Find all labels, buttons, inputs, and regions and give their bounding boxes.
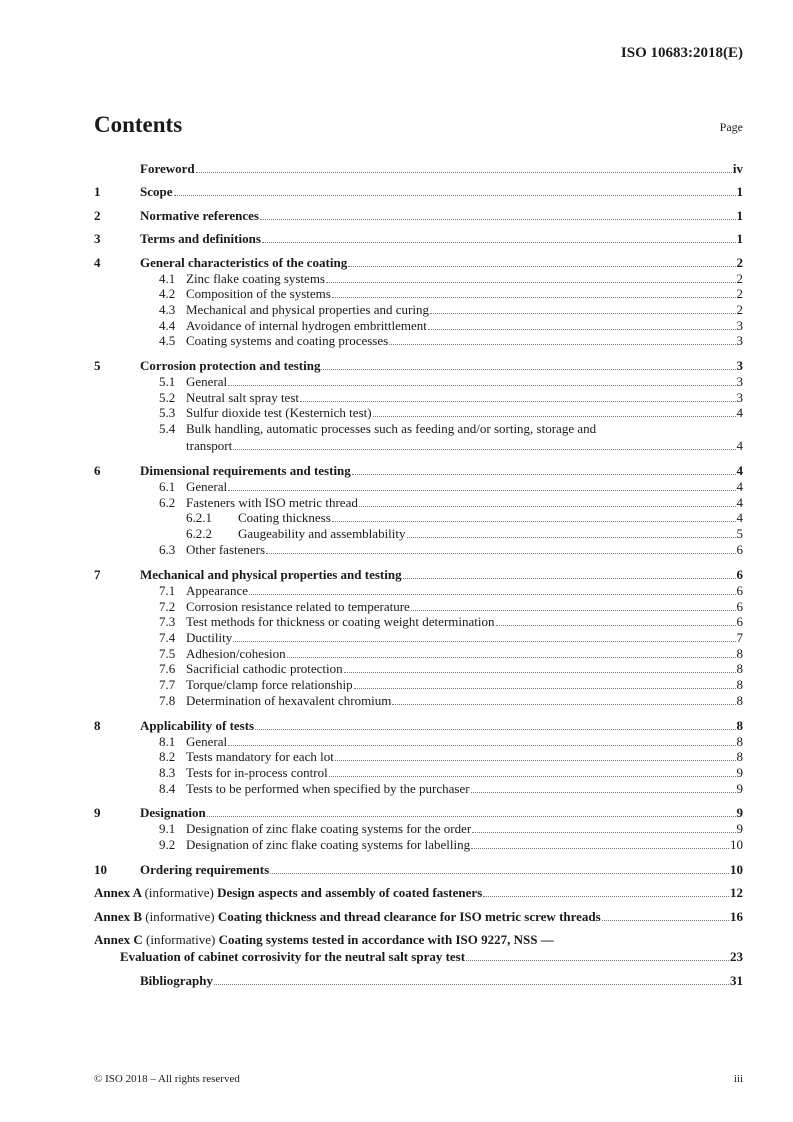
toc-page-number: 4 [736,462,743,478]
toc-entry-body [186,421,743,454]
toc-page-number: 6 [736,598,743,614]
toc-entry-title: Tests mandatory for each lot [186,749,334,765]
toc-entry-title: Mechanical and physical properties and testing [140,566,402,582]
toc-section-number: 9 [94,805,101,821]
toc-page-number: 3 [736,333,743,349]
toc-entry[interactable] [94,495,743,511]
dot-leader [389,344,735,345]
dot-leader [430,313,736,314]
toc-entry-title-continued: transport [186,437,233,453]
toc-page-number: 6 [736,542,743,558]
toc-page-number: 6 [736,566,743,582]
toc-entry-title: Corrosion protection and testing [140,358,321,374]
toc-entry-title: Tests for in-process control [186,764,328,780]
toc-entry-annex[interactable] [94,901,743,925]
toc-entry-continuation [186,437,743,454]
dot-leader [260,219,736,220]
table-of-contents [94,153,743,989]
toc-page-number: 9 [736,780,743,796]
toc-page-number: 9 [736,805,743,821]
toc-section-number: 9.2 [159,837,176,853]
toc-entry-title: Adhesion/cohesion [186,645,286,661]
toc-section-number: 7.4 [159,630,176,646]
toc-entry-title: Neutral salt spray test [186,389,299,405]
toc-entry[interactable] [94,374,743,390]
toc-section-number: 6.2.1 [186,510,212,526]
toc-entry-title: Tests to be performed when specified by the purchaser [186,780,470,796]
toc-entry-title: Dimensional requirements and testing [140,462,351,478]
dot-leader [392,704,735,705]
toc-entry[interactable] [94,710,743,734]
standard-number: ISO 10683:2018(E) [620,45,743,61]
toc-entry-title: General characteristics of the coating [140,254,348,270]
dot-leader [249,594,735,595]
dot-leader [228,745,735,746]
toc-page-number: 7 [736,630,743,646]
dot-leader [233,449,735,450]
toc-entry-title: Foreword [140,160,195,176]
annex-label: Annex B [94,908,143,924]
toc-section-number: 5.3 [159,405,176,421]
toc-page-number: 2 [736,286,743,302]
toc-entry-title: Gaugeability and assemblability [238,526,406,542]
toc-page-number: 1 [736,207,743,223]
dot-leader [403,578,736,579]
toc-entry-title: General [186,733,228,749]
dot-leader [348,266,735,267]
toc-section-number: 7.8 [159,692,176,708]
dot-leader [602,920,729,921]
toc-section-number: 6.2 [159,494,176,510]
toc-page-number: 4 [736,494,743,510]
informative-label: (informative) [144,885,214,901]
toc-entry-continuation [94,948,743,965]
toc-entry[interactable] [94,542,743,558]
toc-entry-title: Coating systems and coating processes [186,333,389,349]
toc-entry-title: Normative references [140,207,259,223]
toc-entry-title [94,908,601,925]
toc-section-number: 7.1 [159,582,176,598]
toc-section-number: 8.1 [159,733,176,749]
toc-page-number: 6 [736,582,743,598]
dot-leader [300,401,736,402]
dot-leader [359,506,736,507]
dot-leader [352,474,736,475]
toc-entry[interactable] [94,646,743,662]
toc-page-number: 3 [736,317,743,333]
dot-leader [332,297,736,298]
toc-entry-title: Avoidance of internal hydrogen embrittlement [186,317,427,333]
toc-entry[interactable] [94,390,743,406]
toc-entry[interactable] [94,224,743,248]
toc-entry[interactable] [94,479,743,495]
dot-leader [207,816,736,817]
toc-page-number: 8 [736,677,743,693]
toc-entry-title: Other fasteners [186,542,266,558]
toc-entry-title: Ductility [186,630,233,646]
informative-label: (informative) [146,932,216,948]
toc-entry-title: Bibliography [140,972,213,988]
toc-page-number: 2 [736,254,743,270]
toc-section-number: 7.5 [159,645,176,661]
dot-leader [428,329,736,330]
toc-page-number: 4 [736,478,743,494]
toc-section-number: 5 [94,358,101,374]
toc-section-number: 6.2.2 [186,526,212,542]
toc-entry[interactable] [94,559,743,583]
toc-entry[interactable] [94,177,743,201]
toc-page-number: iv [732,160,743,176]
toc-page-number: 1 [736,231,743,246]
toc-entry-title: Applicability of tests [140,717,255,733]
toc-entry[interactable] [94,455,743,479]
dot-leader [472,832,735,833]
toc-entry[interactable] [94,798,743,822]
dot-leader [471,848,729,849]
annex-title: Coating systems tested in accordance with ISO 9227, NSS — [218,932,554,948]
annex-title-continued: Evaluation of cabinet corrosivity for the neutral salt spray test [120,949,466,965]
toc-page-number: 8 [736,717,743,733]
dot-leader [266,553,735,554]
toc-entry-title: Mechanical and physical properties and curing [186,301,429,317]
toc-entry[interactable] [94,247,743,271]
toc-entry[interactable] [94,286,743,302]
toc-page-number: 3 [736,358,743,374]
toc-section-number: 5.1 [159,374,176,390]
toc-entry[interactable] [94,200,743,224]
dot-leader [335,760,736,761]
toc-entry[interactable] [94,837,743,853]
toc-entry[interactable] [94,302,743,318]
dot-leader [496,625,736,626]
dot-leader [270,873,729,874]
page-column-label: Page [719,120,743,134]
dot-leader [407,537,736,538]
toc-page-number: 8 [736,661,743,677]
toc-entry-title: Designation of zinc flake coating systems for the order [186,821,472,837]
toc-page-number: 31 [730,972,743,988]
toc-section-number: 6 [94,462,101,478]
toc-page-number: 8 [736,645,743,661]
toc-entry[interactable] [94,749,743,765]
toc-entry-annex[interactable] [94,925,743,966]
toc-entry-title: Determination of hexavalent chromium [186,692,392,708]
toc-section-number: 4.3 [159,301,176,317]
toc-entry-title: General [186,478,228,494]
dot-leader [329,776,736,777]
toc-entry-title: Corrosion resistance related to temperature [186,598,410,614]
dot-leader [326,282,736,283]
dot-leader [233,641,735,642]
toc-page-number: 4 [736,437,743,453]
toc-page-number: 2 [736,270,743,286]
toc-page-number: 4 [736,405,743,421]
annex-label: Annex A [94,885,142,901]
toc-entry[interactable] [94,351,743,375]
toc-entry[interactable] [94,781,743,797]
dot-leader [174,195,736,196]
toc-entry[interactable] [94,405,743,421]
dot-leader [332,521,736,522]
toc-entry-title: General [186,374,228,390]
toc-section-number: 4.4 [159,317,176,333]
toc-page-number: 9 [736,821,743,837]
toc-entry-title: Fasteners with ISO metric thread [186,494,358,510]
toc-section-number: 6.1 [159,478,176,494]
toc-entry-title: Coating thickness [238,510,331,526]
toc-entry[interactable] [94,765,743,781]
toc-entry[interactable] [94,510,743,526]
toc-section-number: 10 [94,861,107,877]
toc-entry-title: Sacrificial cathodic protection [186,661,343,677]
toc-entry[interactable] [94,854,743,878]
annex-label: Annex C [94,932,143,948]
toc-entry[interactable] [94,271,743,287]
toc-page-number: 4 [736,510,743,526]
toc-entry[interactable] [94,583,743,599]
toc-entry[interactable] [94,693,743,709]
toc-page-number: 12 [730,885,743,901]
toc-entry[interactable] [94,614,743,630]
toc-page-number: 8 [736,692,743,708]
dot-leader [466,960,729,961]
toc-section-number: 7.3 [159,614,176,630]
dot-leader [354,688,736,689]
toc-entry[interactable] [94,318,743,334]
toc-page-number: 8 [736,749,743,765]
toc-page-number: 16 [730,908,743,924]
dot-leader [287,657,736,658]
toc-entry[interactable] [94,734,743,750]
page-title: Contents [94,112,183,137]
dot-leader [228,385,735,386]
toc-section-number: 7.7 [159,677,176,693]
dot-leader [255,729,735,730]
toc-entry-title [94,884,482,901]
toc-section-number: 4.1 [159,270,176,286]
page-number: iii [733,1073,743,1085]
toc-entry[interactable] [94,965,743,989]
toc-page-number: 3 [736,374,743,390]
toc-page-number: 23 [730,949,743,965]
toc-entry-title: Test methods for thickness or coating weight determination [186,614,495,630]
toc-section-number: 8 [94,717,101,733]
toc-page-number: 8 [736,733,743,749]
toc-entry[interactable] [94,630,743,646]
toc-page-number: 1 [736,184,743,199]
dot-leader [483,896,729,897]
informative-label: (informative) [145,908,215,924]
toc-section-number: 7.2 [159,598,176,614]
toc-entry-title: Appearance [186,582,249,598]
toc-section-number: 8.2 [159,749,176,765]
toc-entry-title: Torque/clamp force relationship [186,677,353,693]
dot-leader [344,672,736,673]
dot-leader [228,490,735,491]
dot-leader [411,610,736,611]
toc-entry-title: Bulk handling, automatic processes such as feeding and/or sorting, storage and [186,421,597,437]
dot-leader [373,416,736,417]
dot-leader [196,172,732,173]
dot-leader [471,792,736,793]
toc-entry[interactable] [94,333,743,349]
toc-entry[interactable] [94,821,743,837]
dot-leader [262,242,736,243]
toc-page-number: 3 [736,389,743,405]
toc-entry-title: Ordering requirements [140,861,270,877]
toc-entry[interactable] [94,599,743,615]
toc-entry[interactable] [94,153,743,177]
toc-entry-title: Composition of the systems [186,286,331,302]
toc-section-number: 1 [94,184,101,199]
toc-page-number: 10 [730,861,743,877]
toc-section-number: 9.1 [159,821,176,837]
toc-section-number: 4 [94,254,101,270]
toc-entry-title [94,932,554,947]
toc-entry-title: Zinc flake coating systems [186,270,325,286]
toc-entry-title: Scope [140,184,173,199]
toc-section-number: 5.2 [159,389,176,405]
toc-section-number: 3 [94,231,101,246]
toc-page-number: 10 [730,837,743,853]
toc-entry-title: Designation of zinc flake coating systems for labelling [186,837,471,853]
toc-page-number: 9 [736,764,743,780]
toc-section-number: 7 [94,566,101,582]
annex-title: Design aspects and assembly of coated fasteners [217,885,483,901]
toc-entry[interactable] [94,661,743,677]
toc-section-number: 5.4 [159,421,176,437]
toc-section-number: 2 [94,207,101,223]
toc-section-number: 6.3 [159,542,176,558]
toc-section-number: 7.6 [159,661,176,677]
toc-section-number: 8.4 [159,780,176,796]
toc-entry-title: Sulfur dioxide test (Kesternich test) [186,405,372,421]
toc-entry[interactable] [94,526,743,542]
toc-page-number: 5 [736,526,743,542]
toc-entry[interactable] [94,677,743,693]
toc-section-number: 4.5 [159,333,176,349]
toc-entry[interactable] [94,421,743,454]
toc-entry-title: Designation [140,805,206,821]
annex-title: Coating thickness and thread clearance for ISO metric screw threads [217,908,601,924]
toc-page-number: 6 [736,614,743,630]
toc-page-number: 2 [736,301,743,317]
dot-leader [214,984,729,985]
dot-leader [321,369,735,370]
copyright-footer: © ISO 2018 – All rights reserved [94,1073,240,1085]
toc-entry-title: Terms and definitions [140,231,261,246]
toc-section-number: 8.3 [159,764,176,780]
toc-section-number: 4.2 [159,286,176,302]
toc-entry-annex[interactable] [94,878,743,902]
